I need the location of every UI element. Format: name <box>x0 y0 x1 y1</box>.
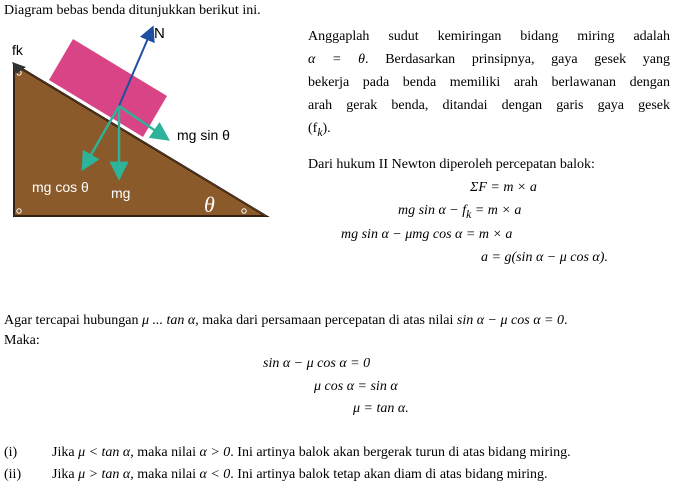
para-line: arah gerak benda, ditandai dengan garis gaya gesek <box>308 98 670 113</box>
condition-item: (i) Jika μ < tan α, maka nilai α > 0. Ini artinya balok akan bergerak turun di atas bidang miring. <box>4 445 571 460</box>
free-body-diagram <box>4 22 284 222</box>
para-line: Anggaplah sudut kemiringan bidang miring adalah <box>308 29 670 44</box>
label-N: N <box>154 25 165 42</box>
newton-eq3: mg sin α − μmg cos α = m × a <box>341 227 513 242</box>
label-theta: θ <box>204 192 215 217</box>
newton-eq2: mg $\sin \alpha - f_k = m \times a$ <box>398 203 522 221</box>
newton-heading: Dari hukum II Newton diperoleh percepatan balok: <box>308 157 595 172</box>
relation-eq1: sin α − μ cos α = 0 <box>263 356 371 371</box>
explanation-paragraph <box>308 25 670 144</box>
relation-eq2: μ cos α = sin α <box>314 379 398 394</box>
maka-label: Maka: <box>4 333 40 348</box>
relation-line: Agar tercapai hubungan μ ... tan α, maka dari persamaan percepatan di atas nilai sin α − μ cos α = 0. <box>4 313 568 328</box>
para-line: $(f_k)$. <box>308 121 331 139</box>
label-mg-sin: mg sin θ <box>177 127 230 143</box>
para-line: α = θ. Berdasarkan prinsipnya, gaya gesek yang <box>308 52 670 67</box>
intro-text: Diagram bebas benda ditunjukkan berikut ini. <box>4 3 261 18</box>
label-mg-cos: mg cos θ <box>32 179 89 195</box>
label-fk: fk <box>12 42 23 58</box>
newton-eq4: a = g(sin α − μ cos α). <box>481 250 608 265</box>
newton-eq1: ΣF = m × a <box>470 180 537 195</box>
label-mg: mg <box>111 185 131 201</box>
condition-item: (ii) Jika μ > tan α, maka nilai α < 0. Ini artinya balok tetap akan diam di atas bidang miring. <box>4 467 548 482</box>
relation-eq3: μ = tan α. <box>353 401 409 416</box>
para-line: bekerja pada benda memiliki arah berlawanan dengan <box>308 75 670 90</box>
